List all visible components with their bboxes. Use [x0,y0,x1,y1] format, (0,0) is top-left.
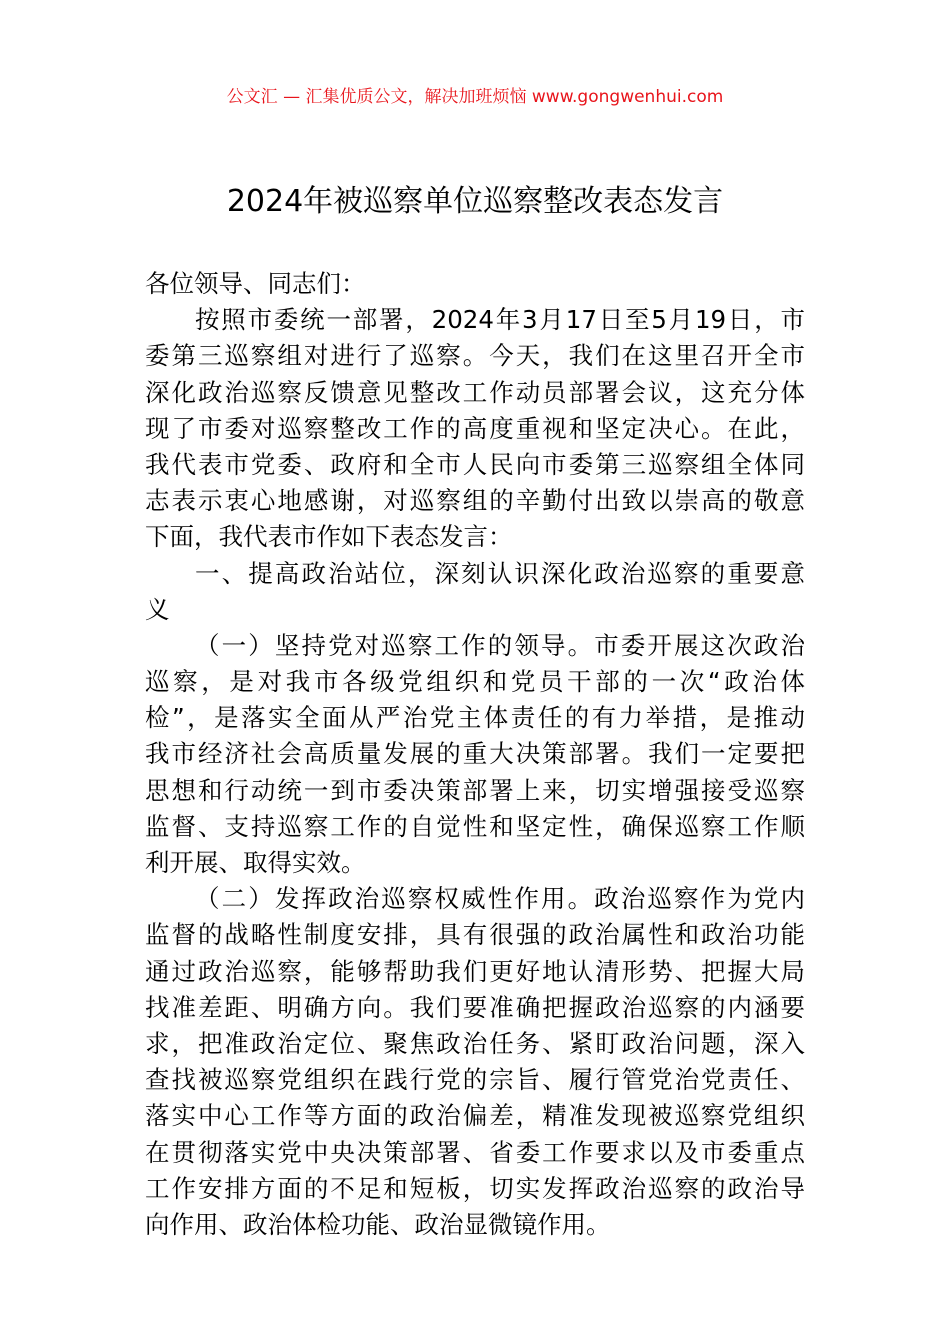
body-line: 一、提高政治站位，深刻认识深化政治巡察的重要意 [195,558,805,588]
body-line: 志表示衷心地感谢，对巡察组的辛勤付出致以崇高的敬意 [145,486,805,516]
body-line: 通过政治巡察，能够帮助我们更好地认清形势、把握大局 [145,956,805,986]
body-line: 思想和行动统一到市委决策部署上来，切实增强接受巡察 [145,775,805,805]
body-line: （二）发挥政治巡察权威性作用。政治巡察作为党内 [195,884,805,914]
body-line: 我代表市党委、政府和全市人民向市委第三巡察组全体同 [145,449,805,479]
body-line: 现了市委对巡察整改工作的高度重视和坚定决心。在此， [145,413,805,443]
body-line: （一）坚持党对巡察工作的领导。市委开展这次政治 [195,630,805,660]
body-line: 落实中心工作等方面的政治偏差，精准发现被巡察党组织 [145,1101,805,1131]
body-line: 下面，我代表市作如下表态发言： [145,522,513,552]
body-line: 深化政治巡察反馈意见整改工作动员部署会议，这充分体 [145,377,805,407]
body-line: 义 [145,594,170,624]
body-line: 巡察，是对我市各级党组织和党员干部的一次“政治体 [145,667,805,697]
body-line: 工作安排方面的不足和短板，切实发挥政治巡察的政治导 [145,1173,805,1203]
body-line: 监督、支持巡察工作的自觉性和坚定性，确保巡察工作顺 [145,811,805,841]
body-line: 求，把准政治定位、聚焦政治任务、紧盯政治问题，深入 [145,1028,805,1058]
body-line: 向作用、政治体检功能、政治显微镜作用。 [145,1209,611,1239]
body-line: 在贯彻落实党中央决策部署、省委工作要求以及市委重点 [145,1137,805,1167]
body-line: 我市经济社会高质量发展的重大决策部署。我们一定要把 [145,739,805,769]
body-line: 委第三巡察组对进行了巡察。今天，我们在这里召开全市 [145,341,805,371]
document-title: 2024年被巡察单位巡察整改表态发言 [226,184,724,219]
document-body [145,266,805,1243]
body-line: 查找被巡察党组织在践行党的宗旨、履行管党治党责任、 [145,1065,805,1095]
body-line: 按照市委统一部署，2024年3月17日至5月19日，市 [195,305,805,335]
body-line: 检”，是落实全面从严治党主体责任的有力举措，是推动 [145,703,805,733]
watermark-banner: 公文汇 — 汇集优质公文，解决加班烦恼 www.gongwenhui.com [226,87,724,107]
body-line: 各位领导、同志们： [145,269,366,298]
body-line: 找准差距、明确方向。我们要准确把握政治巡察的内涵要 [145,992,805,1022]
body-line: 利开展、取得实效。 [145,848,366,877]
body-line: 监督的战略性制度安排，具有很强的政治属性和政治功能 [145,920,805,950]
